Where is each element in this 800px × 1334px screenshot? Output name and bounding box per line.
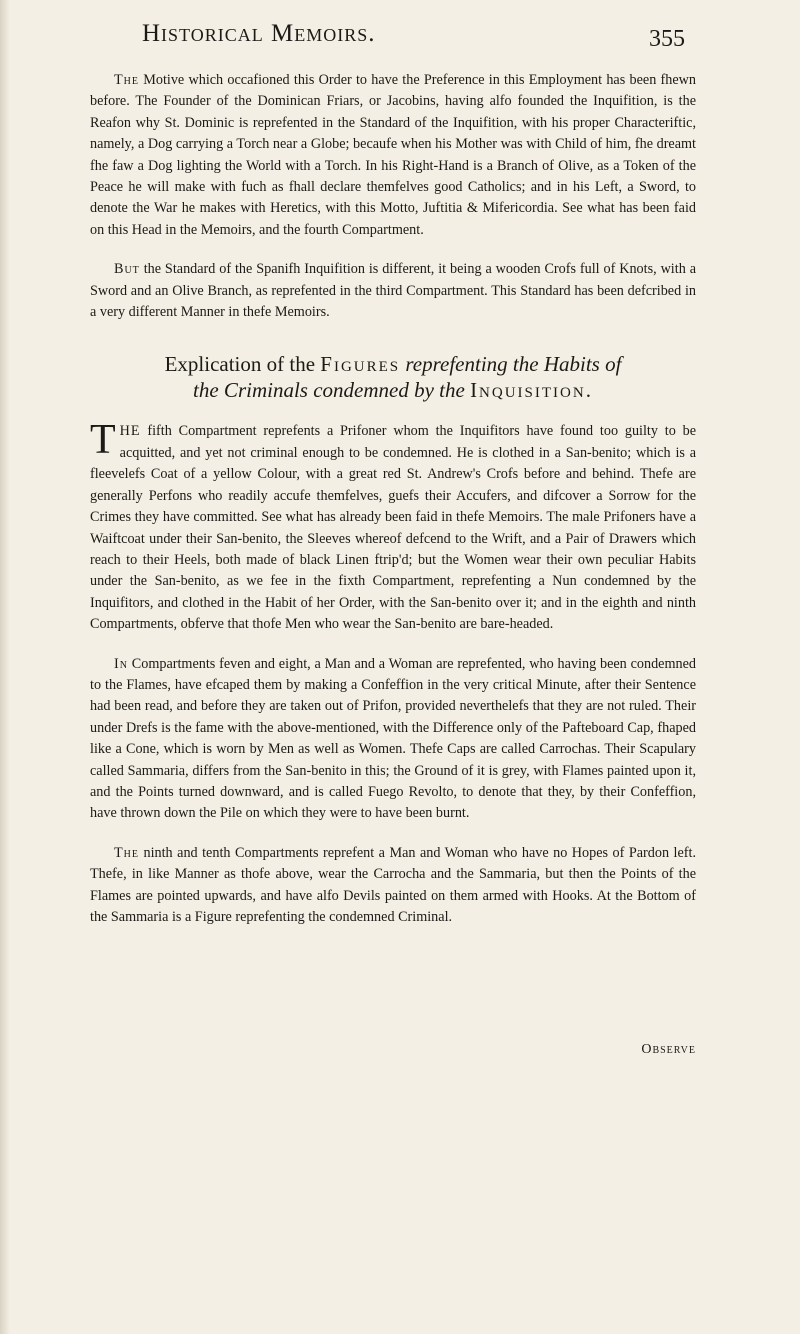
heading-line-2	[90, 377, 696, 403]
page-spine-shadow	[0, 0, 10, 1334]
page-footer	[90, 1042, 696, 1066]
heading-figures-word: Figures	[320, 352, 401, 377]
paragraph-text: Compartments feven and eight, a Man and a Woman are reprefented, who having been condemned to the Flames, have efcaped them by making a Confeffion in the very critical Minute, after their Sentence had been read, and before they are taken out of Prifon, provided neverthelefs that they are not ruled. Their under Drefs is the fame with the above-mentioned, with the Difference only of the Pafteboard Cap, fhaped like a Cone, which is worn by Men as well as Women. Thefe Caps are called Carrochas. Their Scapulary called Sammaria, differs from the San-benito in this; the Ground of it is grey, with Flames painted upon it, and the Points turned downward, and is called Fuego Revolto, to denote that they, by their Confeffion, have thrown down the Pile on which they were to have been burnt.	[90, 655, 696, 822]
section-heading	[90, 351, 696, 403]
catchword: Observe	[641, 1042, 696, 1057]
drop-cap: T	[90, 417, 116, 464]
heading-text-italic: reprefenting the Habits of	[400, 352, 622, 377]
paragraph-spanish-standard	[90, 259, 696, 323]
paragraph-text: Motive which occafioned this Order to have the Preference in this Employment has been fhewn before. The Founder of the Dominican Friars, or Jacobins, having alfo founded the Inquifition, is the Reafon why St. Dominic is reprefented in the Standard of the Inquifition, with his proper Characteriftic, namely, a Dog carrying a Torch near a Globe; becaufe when his Mother was with Child of him, fhe dreamt fhe faw a Dog lighting the World with a Torch. In his Right-Hand is a Branch of Olive, as a Token of the Peace he will make with fuch as fhall declare themfelves good Catholics; and in his Left, a Sword, to denote the War he makes with Heretics, with this Motto, Juftitia & Mifericordia. See what has been faid on this Head in the Memoirs, and the fourth Compartment.	[90, 72, 696, 238]
page-number: 355	[649, 26, 685, 52]
paragraph-text: fifth Compartment reprefents a Prifoner whom the Inquifitors have found too guilty to be acquitted, and yet not criminal enough to be condemned. He is clothed in a San-benito; which is a fleevelefs Coat of a yellow Colour, with a great red St. Andrew's Crofs before and behind. Thefe are generally Perfons who readily accufe themfelves, guefs their Accufers, and difcover a Sorrow for the Crimes they have committed. See what has already been faid in thefe Memoirs. The male Prifoners have a Waiftcoat under their San-benito, the Sleeves whereof defcend to the Wrift, and a Pair of Drawers which reach to their Heels, both made of black Linen ftrip'd; but the Women wear their own peculiar Habits under the San-benito, as we fee in the fixth Compartment, reprefenting a Nun condemned by the Inquifitors, and clothed in the Habit of her Order, with the San-benito over it; and in the eighth and ninth Compartments, obferve that thofe Men who wear the San-benito are bare-headed.	[90, 423, 696, 633]
paragraph-seventh-eighth	[90, 654, 696, 825]
body-text	[90, 70, 696, 928]
paragraph-lead-word: The	[114, 72, 139, 88]
running-head: Historical Memoirs.	[142, 20, 376, 47]
paragraph-gap	[90, 825, 696, 843]
paragraph-lead-word: But	[114, 261, 140, 278]
paragraph-motive	[90, 70, 696, 241]
paragraph-text: ninth and tenth Compartments reprefent a Man and Woman who have no Hopes of Pardon left. Thefe, in like Manner as thofe above, wear the Carrocha and the Sammaria, but then the Points of the Flames are pointed upwards, and have alfo Devils painted on them armed with Hooks. At the Bottom of the Sammaria is a Figure reprefenting the condemned Criminal.	[90, 844, 696, 925]
paragraph-lead-word: In	[114, 655, 128, 672]
paragraph-gap	[90, 241, 696, 259]
heading-text-italic: the Criminals condemned by the	[193, 378, 471, 403]
paragraph-lead-word: HE	[119, 423, 141, 440]
heading-inquisition-word: Inquisition.	[470, 378, 593, 403]
page-header	[90, 20, 710, 60]
paragraph-ninth-tenth	[90, 843, 696, 929]
paragraph-fifth-compartment	[90, 417, 696, 635]
heading-line-1	[90, 351, 696, 377]
paragraph-gap	[90, 636, 696, 654]
paragraph-text: the Standard of the Spanifh Inquifition is different, it being a wooden Crofs full of Knots, with a Sword and an Olive Branch, as reprefented in the third Compartment. This Standard has been defcribed in a very different Manner in thefe Memoirs.	[90, 261, 696, 321]
paragraph-lead-word: The	[114, 844, 139, 861]
heading-text: Explication of the	[164, 352, 321, 377]
